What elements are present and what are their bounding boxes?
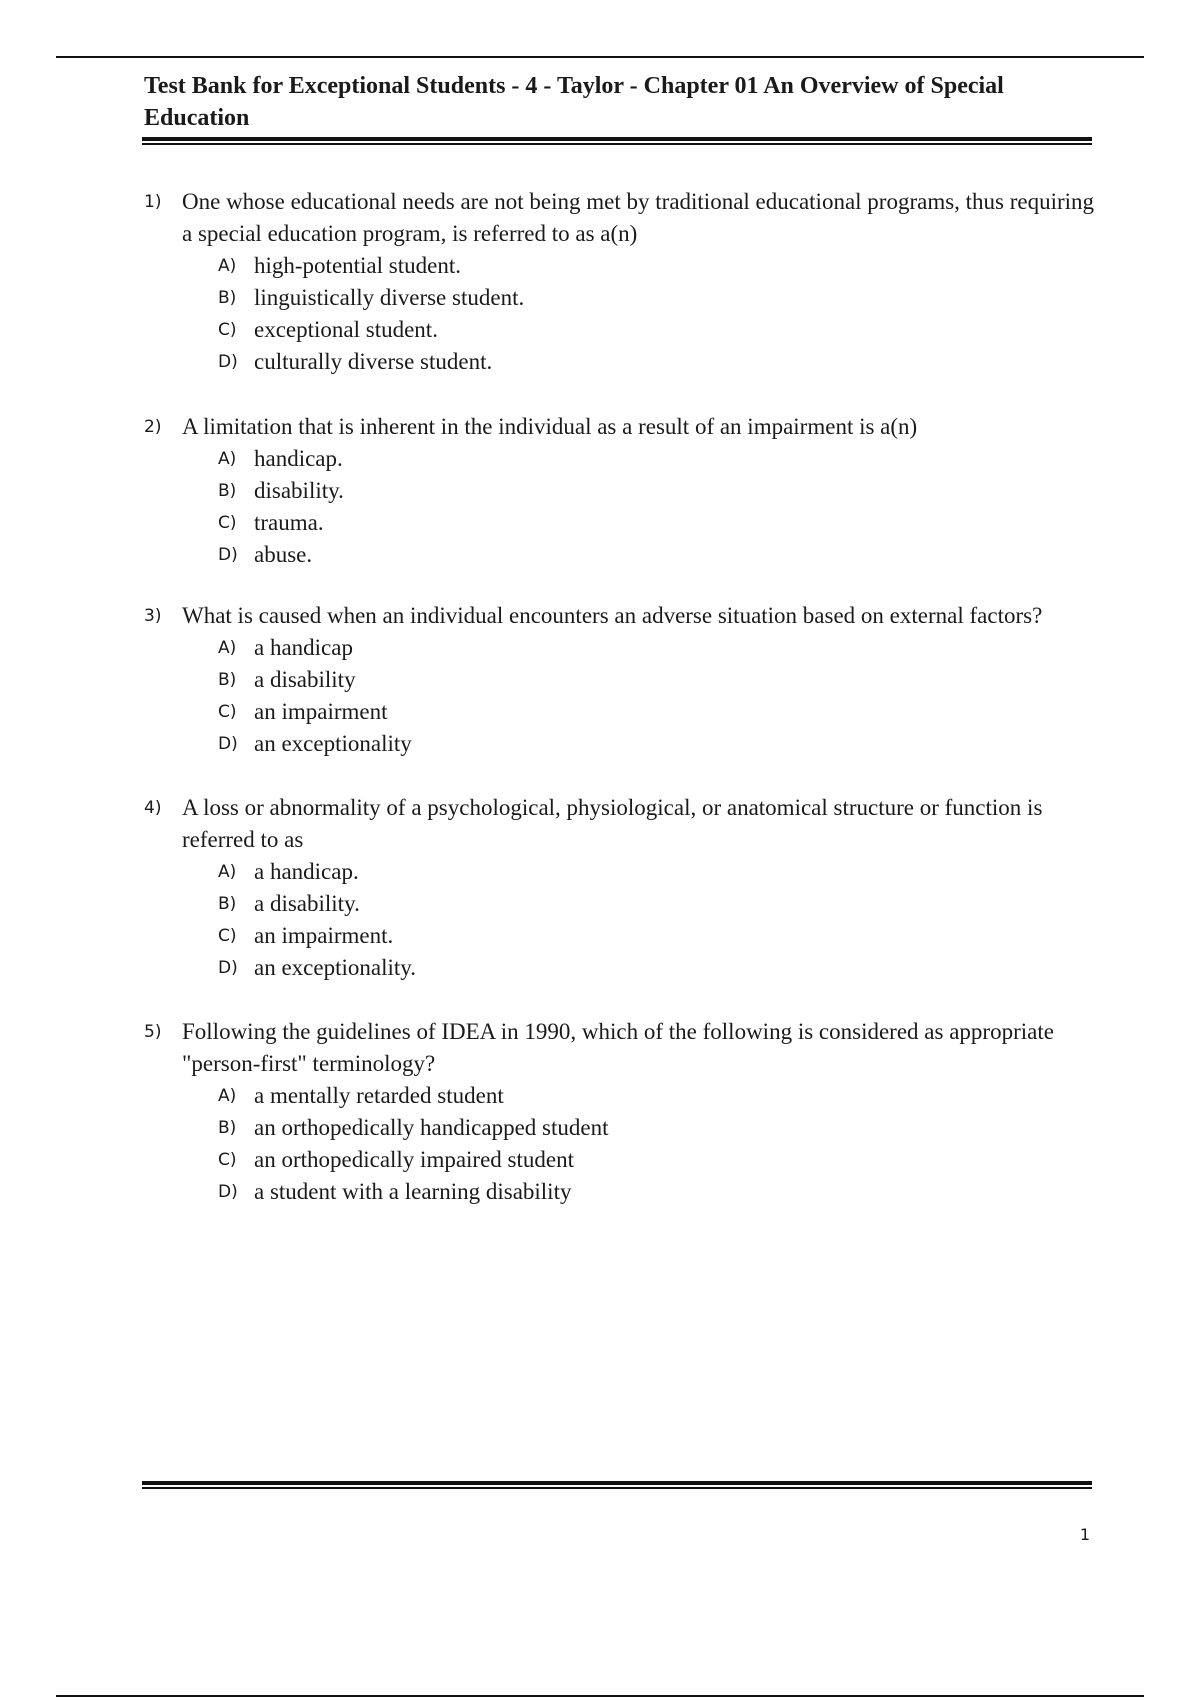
option-text: exceptional student. (254, 317, 438, 342)
option-text: handicap. (254, 446, 343, 471)
question-text: A loss or abnormality of a psychological, physiological, or anatomical structure or function is referred to as (182, 795, 1043, 852)
option-letter: C) (218, 926, 237, 946)
option-c (218, 696, 1104, 728)
question-stem (144, 411, 1104, 443)
option-letter: B) (218, 481, 237, 501)
option-list (144, 1080, 1104, 1208)
option-text: a mentally retarded student (254, 1083, 504, 1108)
option-d (218, 539, 1104, 571)
option-letter: B) (218, 894, 237, 914)
option-b (218, 888, 1104, 920)
question-text: One whose educational needs are not being met by traditional educational programs, thus requiring a special education program, is referred to as a(n) (182, 189, 1095, 246)
option-letter: D) (218, 545, 238, 565)
option-text: an exceptionality. (254, 955, 416, 980)
page-bottom-rule (56, 1695, 1144, 1697)
option-text: culturally diverse student. (254, 349, 493, 374)
question-stem (144, 1016, 1104, 1080)
option-text: an impairment (254, 699, 388, 724)
option-c (218, 920, 1104, 952)
question-number: 2) (144, 417, 162, 437)
option-text: a student with a learning disability (254, 1179, 572, 1204)
option-list (144, 856, 1104, 984)
option-b (218, 664, 1104, 696)
option-text: high-potential student. (254, 253, 461, 278)
question-text: What is caused when an individual encounters an adverse situation based on external factors? (182, 603, 1043, 628)
option-letter: B) (218, 288, 237, 308)
option-d (218, 1176, 1104, 1208)
question-number: 5) (144, 1022, 162, 1042)
header-double-rule (142, 137, 1092, 149)
option-text: a disability. (254, 891, 360, 916)
question-1 (144, 186, 1104, 378)
option-text: an orthopedically handicapped student (254, 1115, 609, 1140)
question-5 (144, 1016, 1104, 1208)
option-letter: B) (218, 1118, 237, 1138)
question-text: A limitation that is inherent in the individual as a result of an impairment is a(n) (182, 414, 918, 439)
option-c (218, 1144, 1104, 1176)
option-letter: A) (218, 449, 237, 469)
option-letter: D) (218, 958, 238, 978)
option-a (218, 443, 1104, 475)
option-letter: D) (218, 352, 238, 372)
option-c (218, 314, 1104, 346)
question-stem (144, 600, 1104, 632)
option-letter: D) (218, 1182, 238, 1202)
option-letter: A) (218, 1086, 237, 1106)
option-text: a handicap. (254, 859, 359, 884)
option-d (218, 346, 1104, 378)
option-a (218, 856, 1104, 888)
question-stem (144, 186, 1104, 250)
option-text: trauma. (254, 510, 324, 535)
option-letter: C) (218, 513, 237, 533)
question-stem (144, 792, 1104, 856)
question-number: 3) (144, 606, 162, 626)
option-b (218, 475, 1104, 507)
option-a (218, 1080, 1104, 1112)
option-d (218, 728, 1104, 760)
question-text: Following the guidelines of IDEA in 1990, which of the following is considered as appropriate "person-first" terminology? (182, 1019, 1054, 1076)
question-number: 1) (144, 192, 162, 212)
document-title: Test Bank for Exceptional Students - 4 - Taylor - Chapter 01 An Overview of Special Education (144, 73, 1004, 131)
option-a (218, 632, 1104, 664)
option-b (218, 1112, 1104, 1144)
option-letter: A) (218, 638, 237, 658)
option-a (218, 250, 1104, 282)
page-top-rule (56, 56, 1144, 58)
option-text: linguistically diverse student. (254, 285, 525, 310)
option-text: an impairment. (254, 923, 394, 948)
question-4 (144, 792, 1104, 984)
option-letter: C) (218, 320, 237, 340)
question-3 (144, 600, 1104, 760)
option-letter: B) (218, 670, 237, 690)
option-letter: A) (218, 862, 237, 882)
option-letter: C) (218, 1150, 237, 1170)
footer-double-rule (142, 1481, 1092, 1493)
option-letter: C) (218, 702, 237, 722)
option-text: abuse. (254, 542, 313, 567)
option-letter: A) (218, 256, 237, 276)
option-text: a handicap (254, 635, 353, 660)
question-2 (144, 411, 1104, 571)
option-text: an orthopedically impaired student (254, 1147, 574, 1172)
option-list (144, 250, 1104, 378)
option-text: an exceptionality (254, 731, 412, 756)
option-letter: D) (218, 734, 238, 754)
question-number: 4) (144, 798, 162, 818)
option-d (218, 952, 1104, 984)
option-text: disability. (254, 478, 344, 503)
page-number: 1 (1079, 1525, 1090, 1544)
option-b (218, 282, 1104, 314)
option-c (218, 507, 1104, 539)
option-list (144, 443, 1104, 571)
option-text: a disability (254, 667, 356, 692)
option-list (144, 632, 1104, 760)
